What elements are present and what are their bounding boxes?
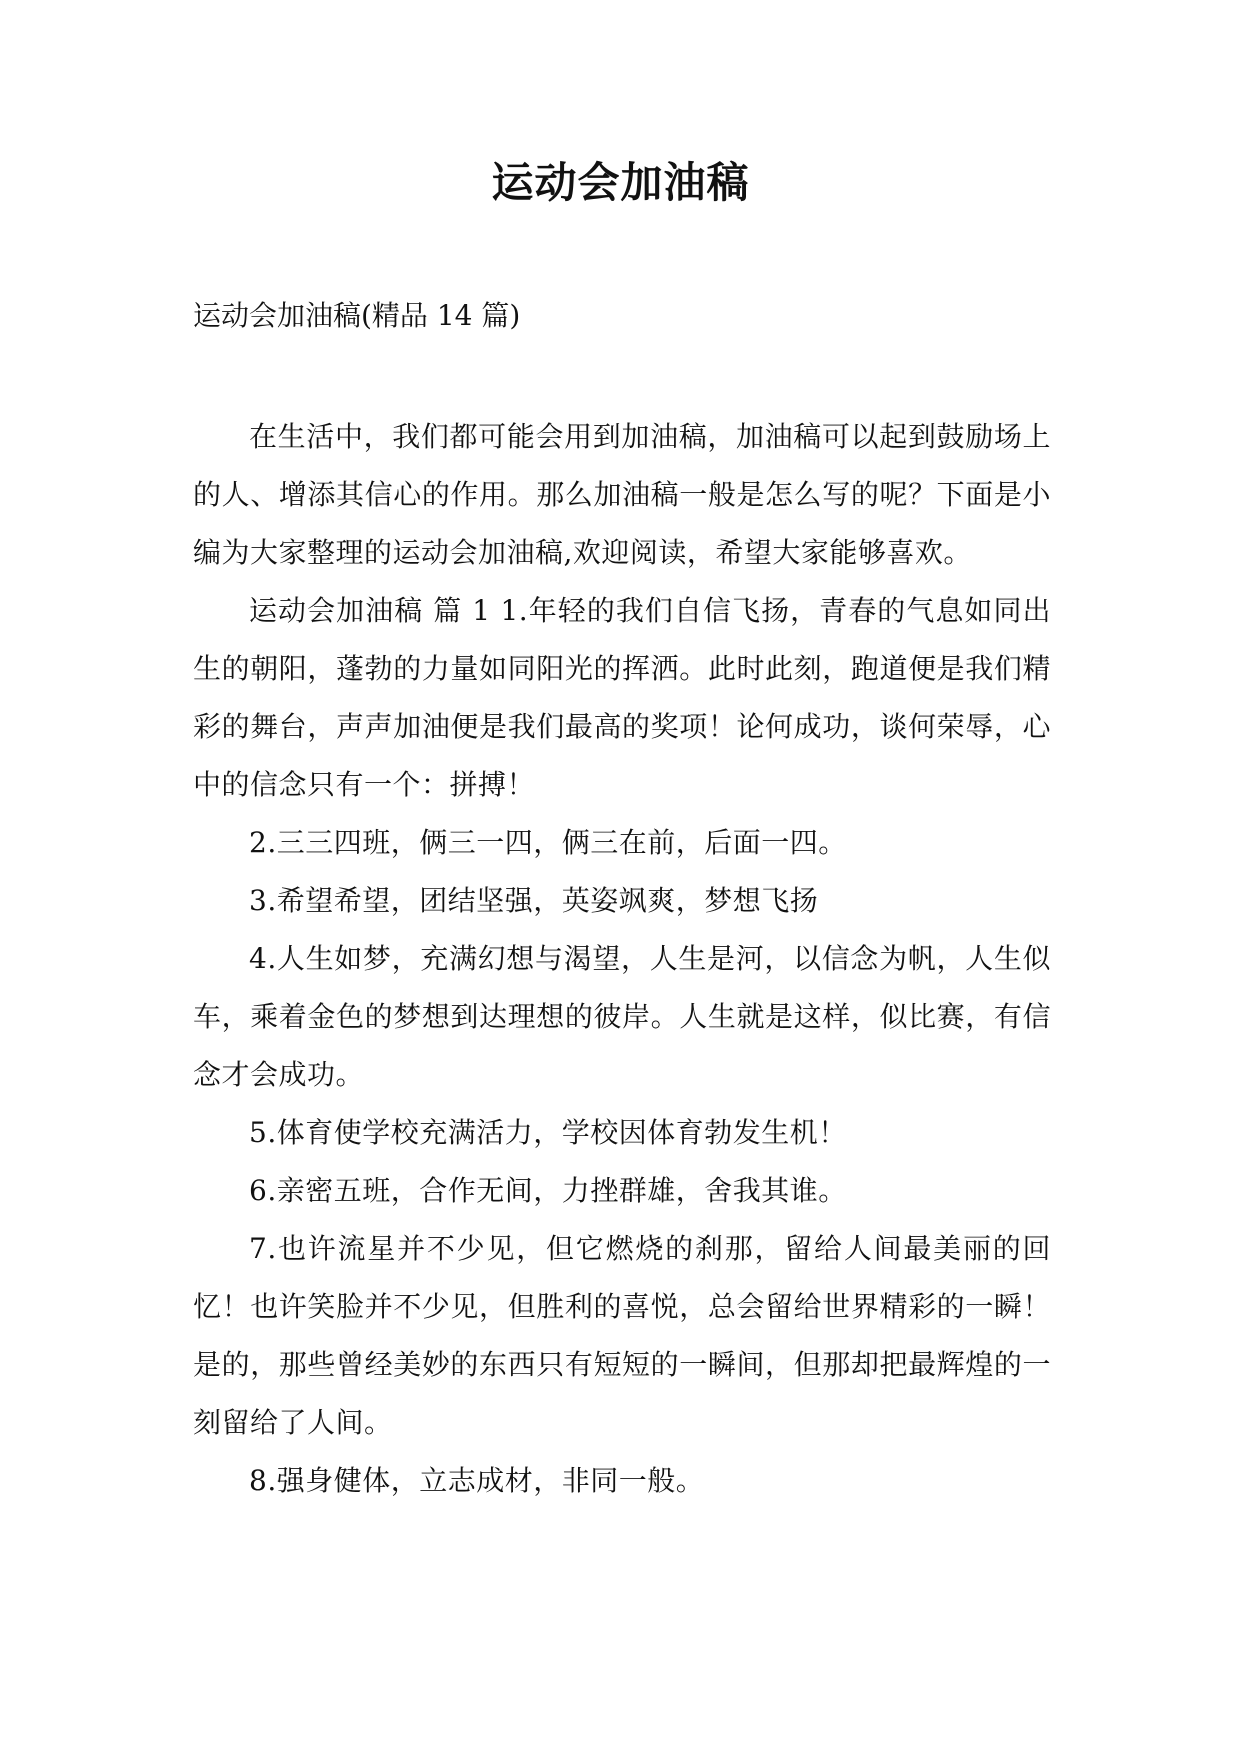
paragraph-item: 6.亲密五班，合作无间，力挫群雄，舍我其谁。 — [249, 1174, 847, 1207]
paragraph-intro: 在生活中，我们都可能会用到加油稿，加油稿可以起到鼓励场上的人、增添其信心的作用。那么加油稿一般是怎么写的呢？下面是小编为大家整理的运动会加油稿,欢迎阅读，希望大家能够喜欢。 — [193, 420, 1051, 569]
paragraph-item: 7.也许流星并不少见，但它燃烧的刹那，留给人间最美丽的回忆！也许笑脸并不少见，但胜利的喜悦，总会留给世界精彩的一瞬！是的，那些曾经美妙的东西只有短短的一瞬间，但那却把最辉煌的一刻留给了人间。 — [193, 1232, 1051, 1439]
paragraph-item: 3.希望希望，团结坚强，英姿飒爽，梦想飞扬 — [249, 884, 819, 917]
document-body — [193, 408, 1051, 1510]
paragraph-item: 5.体育使学校充满活力，学校因体育勃发生机！ — [249, 1116, 847, 1149]
document-subtitle: 运动会加油稿(精品 14 篇) — [193, 299, 521, 332]
paragraph-item: 运动会加油稿 篇 1 1.年轻的我们自信飞扬，青春的气息如同出生的朝阳，蓬勃的力量如同阳光的挥洒。此时此刻，跑道便是我们精彩的舞台，声声加油便是我们最高的奖项！论何成功，谈何荣辱，心中的信念只有一个：拼搏！ — [193, 594, 1051, 801]
page-title: 运动会加油稿 — [491, 158, 750, 207]
paragraph-item: 4.人生如梦，充满幻想与渴望，人生是河，以信念为帆，人生似车，乘着金色的梦想到达理想的彼岸。人生就是这样，似比赛，有信念才会成功。 — [193, 942, 1051, 1091]
paragraph-item: 2.三三四班，俩三一四，俩三在前，后面一四。 — [249, 826, 847, 859]
paragraph-item: 8.强身健体，立志成材，非同一般。 — [249, 1464, 705, 1497]
